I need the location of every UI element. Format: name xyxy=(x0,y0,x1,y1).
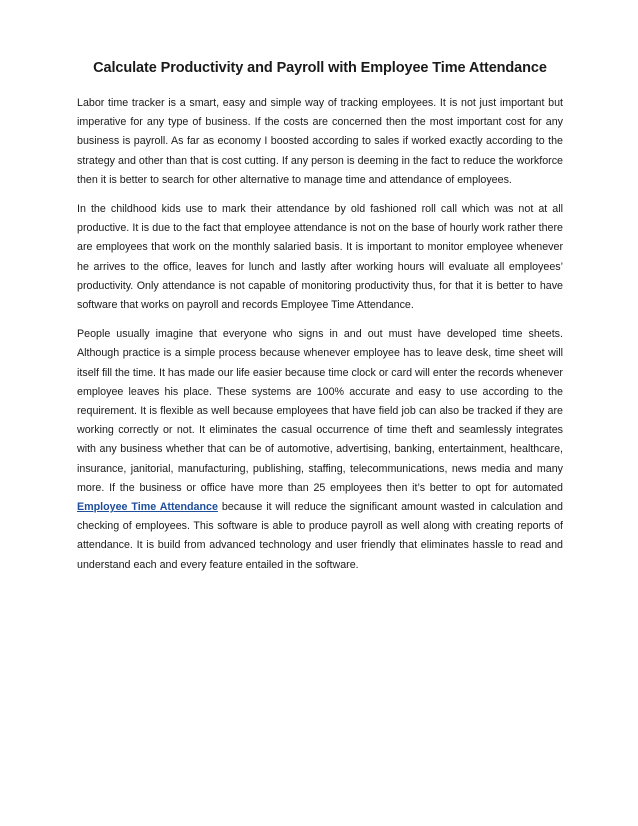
paragraph-3-end: because it will reduce the significant amount wasted in calculation and checking of employees. This software is able to produce payroll as well along with creating reports of attendance. It is build from advanced technology and user friendly that eliminates hassle to read and understand each and every feature entailed in the software. xyxy=(77,501,564,571)
document-page xyxy=(77,58,563,585)
paragraph-2 xyxy=(77,200,563,315)
paragraph-3 xyxy=(77,325,563,575)
paragraph-3-text: People usually imagine that everyone who signs in and out must have developed time sheets. Although practice is a simple process because whenever employee has to leave desk, time sheet will itself fill the time. It has made our life easier because time clock or card will enter the records whenever employee leaves his place. These systems are 100% accurate and easy to use according to the requirement. It is flexible as well because employees that have field job can also be tracked if they are working correctly or not. It eliminates the casual occurrence of time theft and seamlessly integrates with any business whether that can be of automotive, advertising, banking, entertainment, healthcare, insurance, janitorial, manufacturing, publishing, staffing, telecommunications, news media and many more. If the business or office have more than 25 employees then it’s better to opt for automated xyxy=(77,328,563,494)
document-title: Calculate Productivity and Payroll with Employee Time Attendance xyxy=(93,60,547,76)
employee-time-attendance-link[interactable]: Employee Time Attendance xyxy=(77,501,218,514)
paragraph-2-text: In the childhood kids use to mark their attendance by old fashioned roll call which was not at all productive. It is due to the fact that employee attendance is not on the base of hourly work rather there are employees that work on the monthly salaried basis. It is important to monitor employee whenever he arrives to the office, leaves for lunch and lastly after working hours will evaluate all employees’ productivity. Only attendance is not capable of monitoring productivity thus, for that it is better to have software that works on payroll and records xyxy=(77,203,563,312)
paragraph-2-end: . xyxy=(410,299,414,312)
term-employee-time-attendance: Employee Time Attendance xyxy=(280,299,411,312)
paragraph-1: Labor time tracker is a smart, easy and simple way of tracking employees. It is not just important but imperative for any type of business. If the costs are concerned then the most important cost for any business is payroll. As far as economy I boosted according to sales if worked exactly according to the strategy and other than that is cost cutting. If any person is deeming in the fact to reduce the workforce then it is better to search for other alternative to manage time and attendance of employees. xyxy=(77,97,563,186)
